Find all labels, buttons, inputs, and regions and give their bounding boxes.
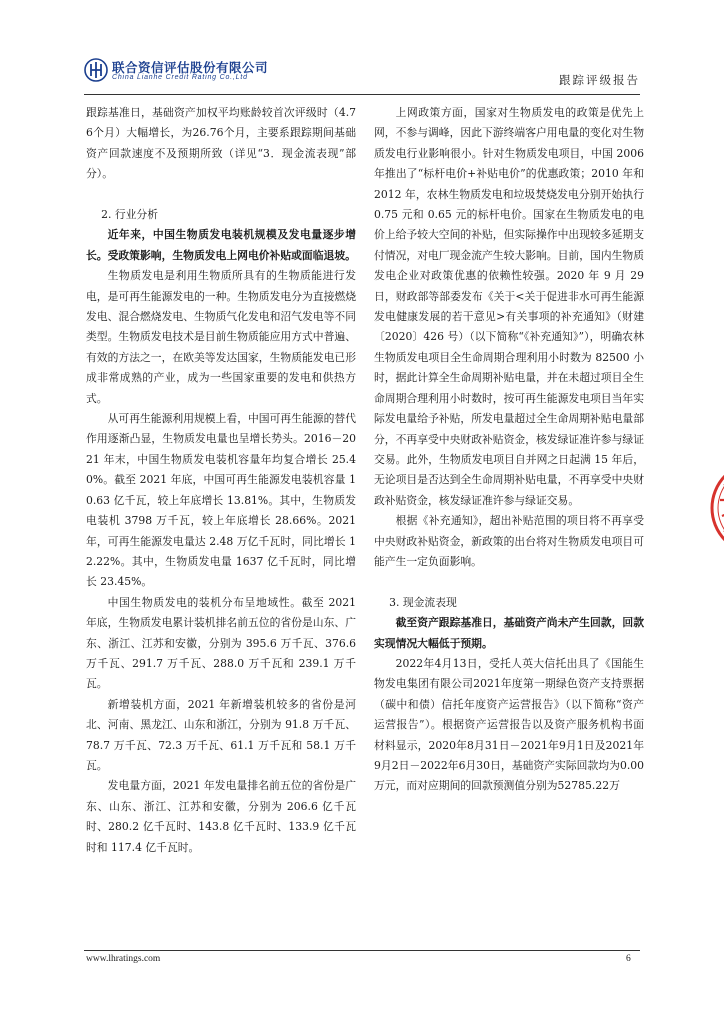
paragraph: 根据《补充通知》，超出补贴范围的项目将不再享受中央财政补贴资金，新政策的出台将对生物质发电项目可能产生一定负面影响。 <box>374 514 644 568</box>
company-name-en: China Lianhe Credit Rating Co.,Ltd <box>112 74 248 81</box>
report-type-label: 跟踪评级报告 <box>559 73 640 87</box>
left-column <box>86 103 356 858</box>
paragraph: 2022年4月13日，受托人英大信托出具了《国能生物发电集团有限公司2021年度第一期绿色资产支持票据（碳中和债）信托年度资产运营报告》（以下简称“资产运营报告”）。根据资产运营报告以及资产服务机构书面材料显示，2020年8月31日－2021年9月1日及2021年9月2日－2022年6月30日，基础资产实际回款均为0.00万元，而对应期间的回款预测值分别为52785.22万 <box>374 656 644 793</box>
paragraph: 发电量方面，2021 年发电量排名前五位的省份是广东、山东、浙江、江苏和安徽，分别为 206.6 亿千瓦时、280.2 亿千瓦时、143.8 亿千瓦时、133.9 亿千瓦时和 117.4 亿千瓦时。 <box>86 779 356 854</box>
section-summary: 截至资产跟踪基准日，基础资产尚未产生回款，回款实现情况大幅低于预期。 <box>374 616 644 650</box>
section-heading: 2. 行业分析 <box>101 208 159 222</box>
section-heading: 3. 现金流表现 <box>389 595 457 609</box>
paragraph: 上网政策方面，国家对生物质发电的政策是优先上网，不参与调峰，因此下游终端客户用电量的变化对生物质发电行业影响很小。针对生物质发电项目，中国 2006 年推出了“标杆电价+补贴电价”的优惠政策；2010 年和 2012 年，农林生物质发电和垃圾焚烧发电分别开始执行 0.75 元和 0.65 元的标杆电价。国家在生物质发电的电价上给予较大空间的补贴，但实际操作中出现较多延期支付情况，对电厂现金流产生较大影响。目前，国内生物质发电企业对政策优惠的依赖性较强。2020 年 9 月 29 日，财政部等部委发布《关于<关于促进非水可再生能源发电健康发展的若干意见>有关事项的补充通知》（财建〔2020〕426 号）（以下简称“《补充通知》”），明确农林生物质发电项目全生命周期合理利用小时数为 82500 小时，据此计算全生命周期补贴电量，并在未超过项目全生命周期合理利用小时数时，按可再生能源发电项目当年实际发电量给予补贴，所发电量超过全生命周期补贴电量部分，不再享受中央财政补贴资金，核发绿证准许参与绿证交易。此外，生物质发电项目自并网之日起满 15 年后，无论项目是否达到全生命周期补贴电量，不再享受中央财政补贴资金，核发绿证准许参与绿证交易。 <box>374 106 644 507</box>
paragraph: 跟踪基准日，基础资产加权平均账龄较首次评级时（4.76个月）大幅增长，为26.76个月，主要系跟踪期间基础资产回款速度不及预期所致（详见“3．现金流表现”部分）。 <box>86 106 356 181</box>
paragraph: 生物质发电是利用生物质所具有的生物质能进行发电，是可再生能源发电的一种。生物质发电分为直接燃烧发电、混合燃烧发电、生物质气化发电和沼气发电等不同类型。生物质发电技术是目前生物质能应用方式中普遍、有效的方法之一，在欧美等发达国家，生物质能发电已形成非常成熟的产业，成为一些国家重要的发电和供热方式。 <box>86 269 356 405</box>
page-number: 6 <box>626 954 631 964</box>
header-divider <box>84 94 640 95</box>
paragraph: 中国生物质发电的装机分布呈地域性。截至 2021 年底，生物质发电累计装机排名前五位的省份是山东、广东、浙江、江苏和安徽，分别为 395.6 万千瓦、376.6 万千瓦、291.7 万千瓦、288.0 万千瓦和 239.1 万千瓦。 <box>86 595 356 691</box>
section-summary: 近年来，中国生物质发电装机规模及发电量逐步增长。受政策影响，生物质发电上网电价补贴或面临退坡。 <box>86 228 356 262</box>
paragraph: 从可再生能源利用规模上看，中国可再生能源的替代作用逐渐凸显，生物质发电量也呈增长势头。2016－2021 年末，中国生物质发电装机容量年均复合增长 25.40%。截至 2021 年底，中国可再生能源发电装机容量 10.63 亿千瓦，较上年底增长 13.81%。其中，生物质发电装机 3798 万千瓦，较上年底增长 28.66%。2021 年，可再生能源发电量达 2.48 万亿千瓦时，同比增长 12.22%。其中，生物质发电量 1637 亿千瓦时，同比增长 23.45%。 <box>86 412 356 589</box>
page-header <box>84 58 640 94</box>
red-seal-stamp-icon <box>706 392 724 624</box>
company-name-cn: 联合资信评估股份有限公司 <box>112 60 269 75</box>
lianhe-logo-icon <box>84 58 108 82</box>
paragraph: 新增装机方面，2021 年新增装机较多的省份是河北、河南、黑龙江、山东和浙江，分别为 91.8 万千瓦、78.7 万千瓦、72.3 万千瓦、61.1 万千瓦和 58.1 万千瓦。 <box>86 697 356 772</box>
footer-website: www.lhratings.com <box>86 954 161 964</box>
right-column <box>374 103 644 797</box>
footer-divider <box>84 950 640 951</box>
